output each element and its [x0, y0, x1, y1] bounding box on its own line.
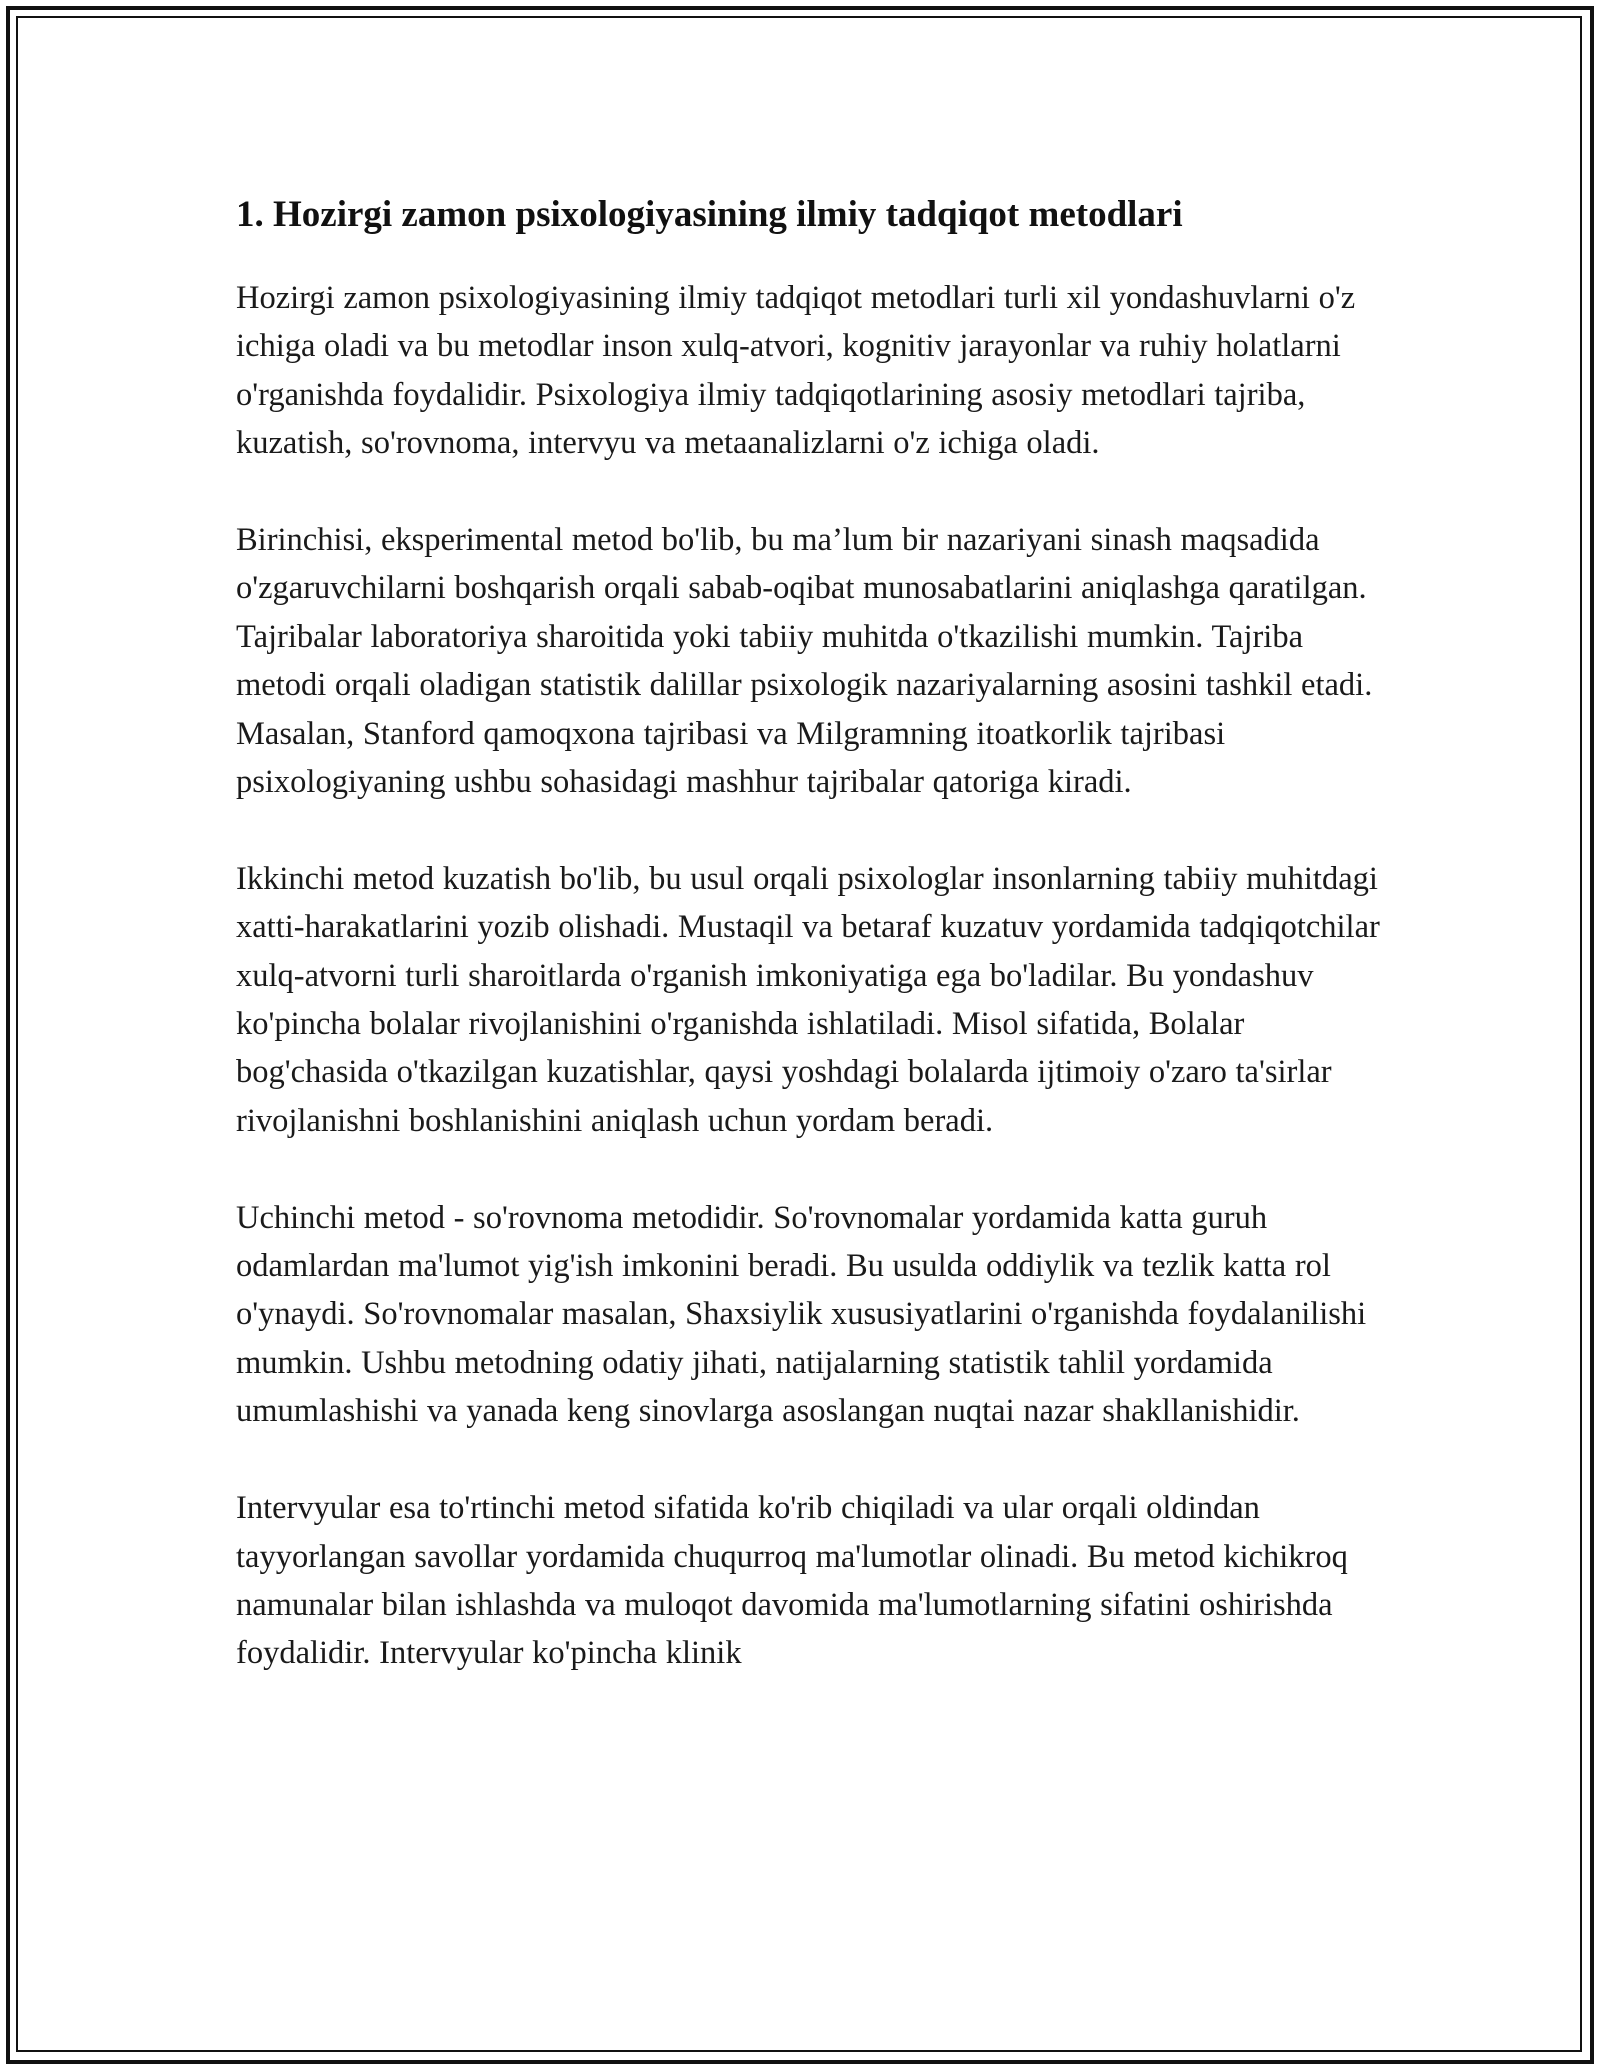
document-body: [236, 186, 1386, 1678]
paragraph-interview-method: Intervyular esa to'rtinchi metod sifatida ko'rib chiqiladi va ular orqali oldindan tayyorlangan savollar yordamida chuqurroq ma'lumotlar olinadi. Bu metod kichikroq namunalar bilan ishlashda va muloqot davomida ma'lumotlarning sifatini oshirishda foydalidir. Intervyular ko'pincha klinik: [236, 1490, 1348, 1672]
paragraph-survey-method: Uchinchi metod - so'rovnoma metodidir. So'rovnomalar yordamida katta guruh odamlardan ma'lumot yig'ish imkonini beradi. Bu usulda oddiylik va tezlik katta rol o'ynaydi. So'rovnomalar masalan, Shaxsiylik xususiyatlarini o'rganishda foydalanilishi mumkin. Ushbu metodning odatiy jihati, natijalarning statistik tahlil yordamida umumlashishi va yanada keng sinovlarga asoslangan nuqtai nazar shakllanishidir.: [236, 1199, 1367, 1430]
paragraph-intro: Hozirgi zamon psixologiyasining ilmiy tadqiqot metodlari turli xil yondashuvlarni o'z ichiga oladi va bu metodlar inson xulq-atvori, kognitiv jarayonlar va ruhiy holatlarni o'rganishda foydalidir. Psixologiya ilmiy tadqiqotlarining asosiy metodlari tajriba, kuzatish, so'rovnoma, intervyu va metaanalizlarni o'z ichiga oladi.: [236, 280, 1356, 462]
paragraph-experimental-method: Birinchisi, eksperimental metod bo'lib, bu ma’lum bir nazariyani sinash maqsadida o'zgaruvchilarni boshqarish orqali sabab-oqibat munosabatlarini aniqlashga qaratilgan. Tajribalar laboratoriya sharoitida yoki tabiiy muhitda o'tkazilishi mumkin. Tajriba metodi orqali oladigan statistik dalillar psixologik nazariyalarning asosini tashkil etadi. Masalan, Stanford qamoqxona tajribasi va Milgramning itoatkorlik tajribasi psixologiyaning ushbu sohasidagi mashhur tajribalar qatoriga kiradi.: [236, 522, 1373, 801]
section-heading: 1. Hozirgi zamon psixologiyasining ilmiy tadqiqot metodlari: [236, 194, 1183, 235]
paragraph-observation-method: Ikkinchi metod kuzatish bo'lib, bu usul orqali psixologlar insonlarning tabiiy muhitdagi xatti-harakatlarini yozib olishadi. Mustaqil va betaraf kuzatuv yordamida tadqiqotchilar xulq-atvorni turli sharoitlarda o'rganish imkoniyatiga ega bo'ladilar. Bu yondashuv ko'pincha bolalar rivojlanishini o'rganishda ishlatiladi. Misol sifatida, Bolalar bog'chasida o'tkazilgan kuzatishlar, qaysi yoshdagi bolalarda ijtimoiy o'zaro ta'sirlar rivojlanishni boshlanishini aniqlash uchun yordam beradi.: [236, 860, 1380, 1139]
